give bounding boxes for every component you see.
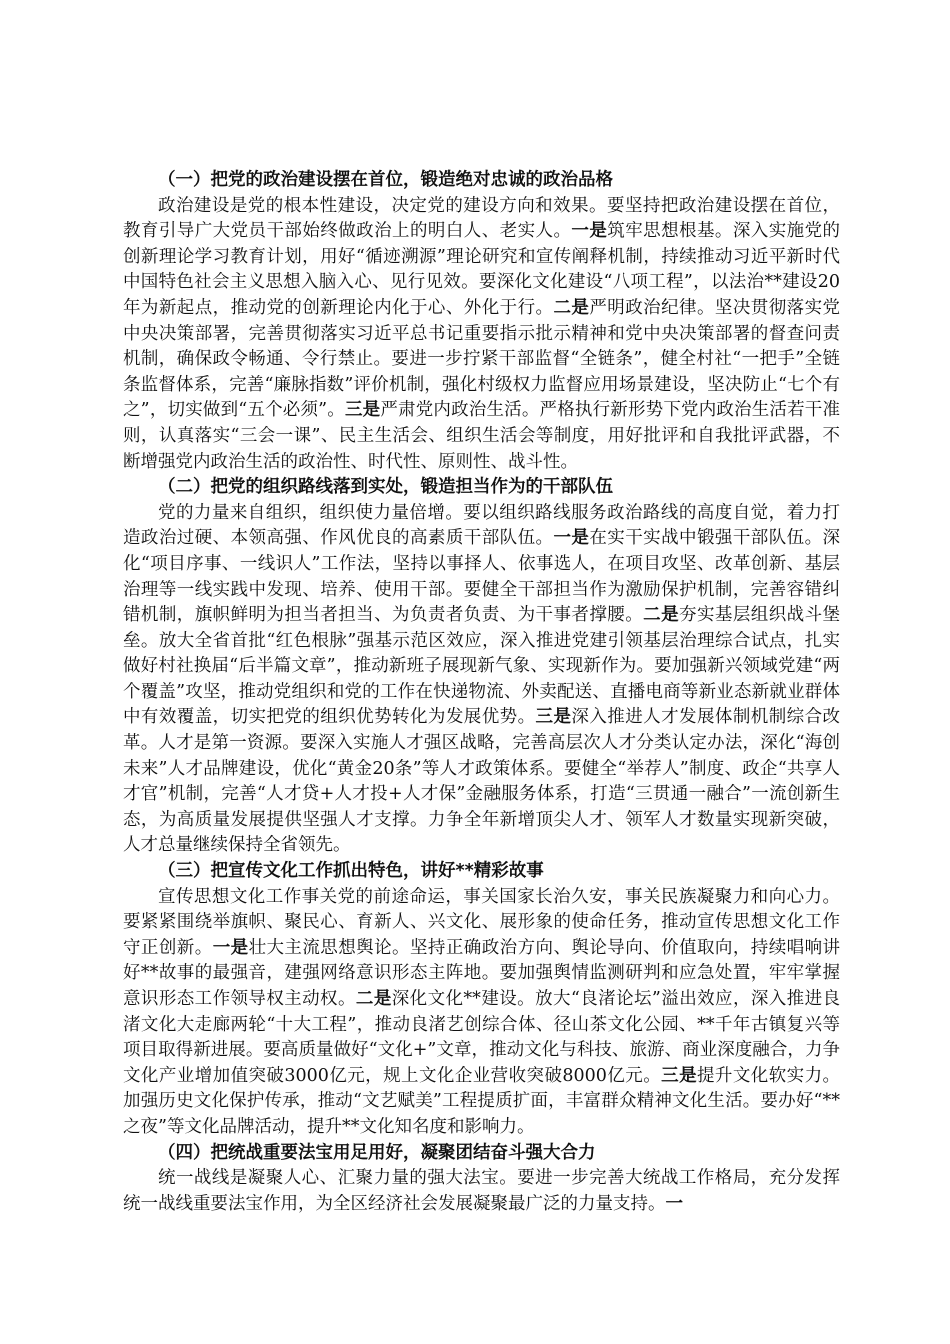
section-heading-4: （四）把统战重要法宝用足用好，凝聚团结奋斗强大合力 — [158, 1142, 596, 1163]
body-text: 筑牢思想根基。深入实施党的创新理论学习教育计划，用好“循迹溯源”理论研究和宣传阐释机制，持续推动习近平新时代中国特色社会主义思想入脑入心、见行见效。要深化文化建设“八项工程”，以法治**建设20年为新起点，推动党的创新理论内化于心、外化于行。 — [123, 221, 841, 318]
section-body-3 — [123, 885, 840, 1141]
emphasis-marker: 二是 — [643, 605, 680, 626]
body-text: 党的力量来自组织，组织使力量倍增。要以组织路线服务政治路线的高度自觉，着力打造政治过硬、本领高强、作风优良的高素质干部队伍。 — [123, 502, 840, 549]
emphasis-marker: 一是 — [571, 221, 608, 242]
body-text: 深入推进人才发展体制机制综合改革。人才是第一资源。要深入实施人才强区战略，完善高层次人才分类认定办法，深化“海创未来”人才品牌建设，优化“黄金20条”等人才政策体系。要健全“举荐人”制度、政企“共享人才官”机制，完善“人才贷+人才投+人才保”金融服务体系，打造“三贯通一融合”一流创新生态，为高质量发展提供坚强人才支撑。力争全年新增顶尖人才、领军人才数量实现新突破，人才总量继续保持全省领先。 — [123, 707, 841, 856]
section-heading-3: （三）把宣传文化工作抓出特色，讲好**精彩故事 — [158, 861, 544, 882]
emphasis-marker: 一是 — [212, 937, 249, 958]
body-text: 壮大主流思想舆论。坚持正确政治方向、舆论导向、价值取向，持续唱响讲好**故事的最强音，建强网络意识形态主阵地。要加强舆情监测研判和应急处置，牢牢掌握意识形态工作领导权主动权。 — [123, 937, 841, 1009]
emphasis-marker: 三是 — [344, 400, 381, 421]
section-heading-2: （二）把党的组织路线落到实处，锻造担当作为的干部队伍 — [158, 477, 613, 498]
body-text: 夯实基层组织战斗堡垒。放大全省首批“红色根脉”强基示范区效应，深入推进党建引领基层治理综合试点，扎实做好村社换届“后半篇文章”，推动新班子展现新气象、实现新作为。要加强新兴领域党建“两个覆盖”攻坚，推动党组织和党的工作在快递物流、外卖配送、直播电商等新业态新就业群体中有效覆盖，切实把党的组织优势转化为发展优势。 — [123, 605, 841, 728]
emphasis-marker: 一是 — [553, 528, 590, 549]
body-text: 严明政治纪律。坚决贯彻落实党中央决策部署，完善贯彻落实习近平总书记重要指示批示精神和党中央决策部署的督查问责机制，确保政令畅通、令行禁止。要进一步拧紧干部监督“全链条”，健全村社“一把手”全链条监督体系，完善“廉脉指数”评价机制，强化村级权力监督应用场景建设，坚决防止“七个有之”，切实做到“五个必须”。 — [123, 297, 841, 421]
body-text: 深化文化**建设。放大“良渚论坛”溢出效应，深入推进良渚文化大走廊两轮“十大工程”，推动良渚艺创综合体、径山茶文化公园、**千年古镇复兴等项目取得新进展。要高质量做好“文化+”文章，推动文化与科技、旅游、商业深度融合，力争文化产业增加值突破3000亿元，规上文化企业营收突破8000亿元。 — [123, 989, 841, 1086]
body-text: 严肃党内政治生活。严格执行新形势下党内政治生活若干准则，认真落实“三会一课”、民主生活会、组织生活会等制度，用好批评和自我批评武器，不断增强党内政治生活的政治性、时代性、原则性、战斗性。 — [123, 400, 840, 472]
body-text: 统一战线是凝聚人心、汇聚力量的强大法宝。要进一步完善大统战工作格局，充分发挥统一战线重要法宝作用，为全区经济社会发展凝聚最广泛的力量支持。 — [123, 1168, 840, 1214]
emphasis-marker: 一 — [665, 1193, 683, 1214]
body-text: 政治建设是党的根本性建设，决定党的建设方向和效果。要坚持把政治建设摆在首位，教育引导广大党员干部始终做政治上的明白人、老实人。 — [123, 195, 840, 242]
section-body-2 — [123, 501, 840, 859]
emphasis-marker: 三是 — [661, 1065, 697, 1086]
emphasis-marker: 三是 — [535, 707, 572, 728]
section-body-1 — [123, 194, 840, 476]
emphasis-marker: 二是 — [553, 297, 590, 318]
body-text: 提升文化软实力。加强历史文化保护传承，推动“文艺赋美”工程提质扩面，丰富群众精神文化生活。要办好“**之夜”等文化品牌活动，提升**文化知名度和影响力。 — [123, 1065, 840, 1137]
emphasis-marker: 二是 — [355, 989, 392, 1009]
section-heading-1: （一）把党的政治建设摆在首位，锻造绝对忠诚的政治品格 — [158, 170, 613, 190]
body-text: 在实干实战中锻强干部队伍。深化“项目序事、一线识人”工作法，坚持以事择人、依事选人，在项目攻坚、改革创新、基层治理等一线实践中发现、培养、使用干部。要健全干部担当作为激励保护机制，完善容错纠错机制，旗帜鲜明为担当者担当、为负责者负责、为干事者撑腰。 — [123, 528, 841, 626]
section-body-4 — [123, 1166, 840, 1217]
body-text: 宣传思想文化工作事关党的前途命运，事关国家长治久安，事关民族凝聚力和向心力。要紧紧围绕举旗帜、聚民心、育新人、兴文化、展形象的使命任务，推动宣传思想文化工作守正创新。 — [123, 886, 840, 958]
